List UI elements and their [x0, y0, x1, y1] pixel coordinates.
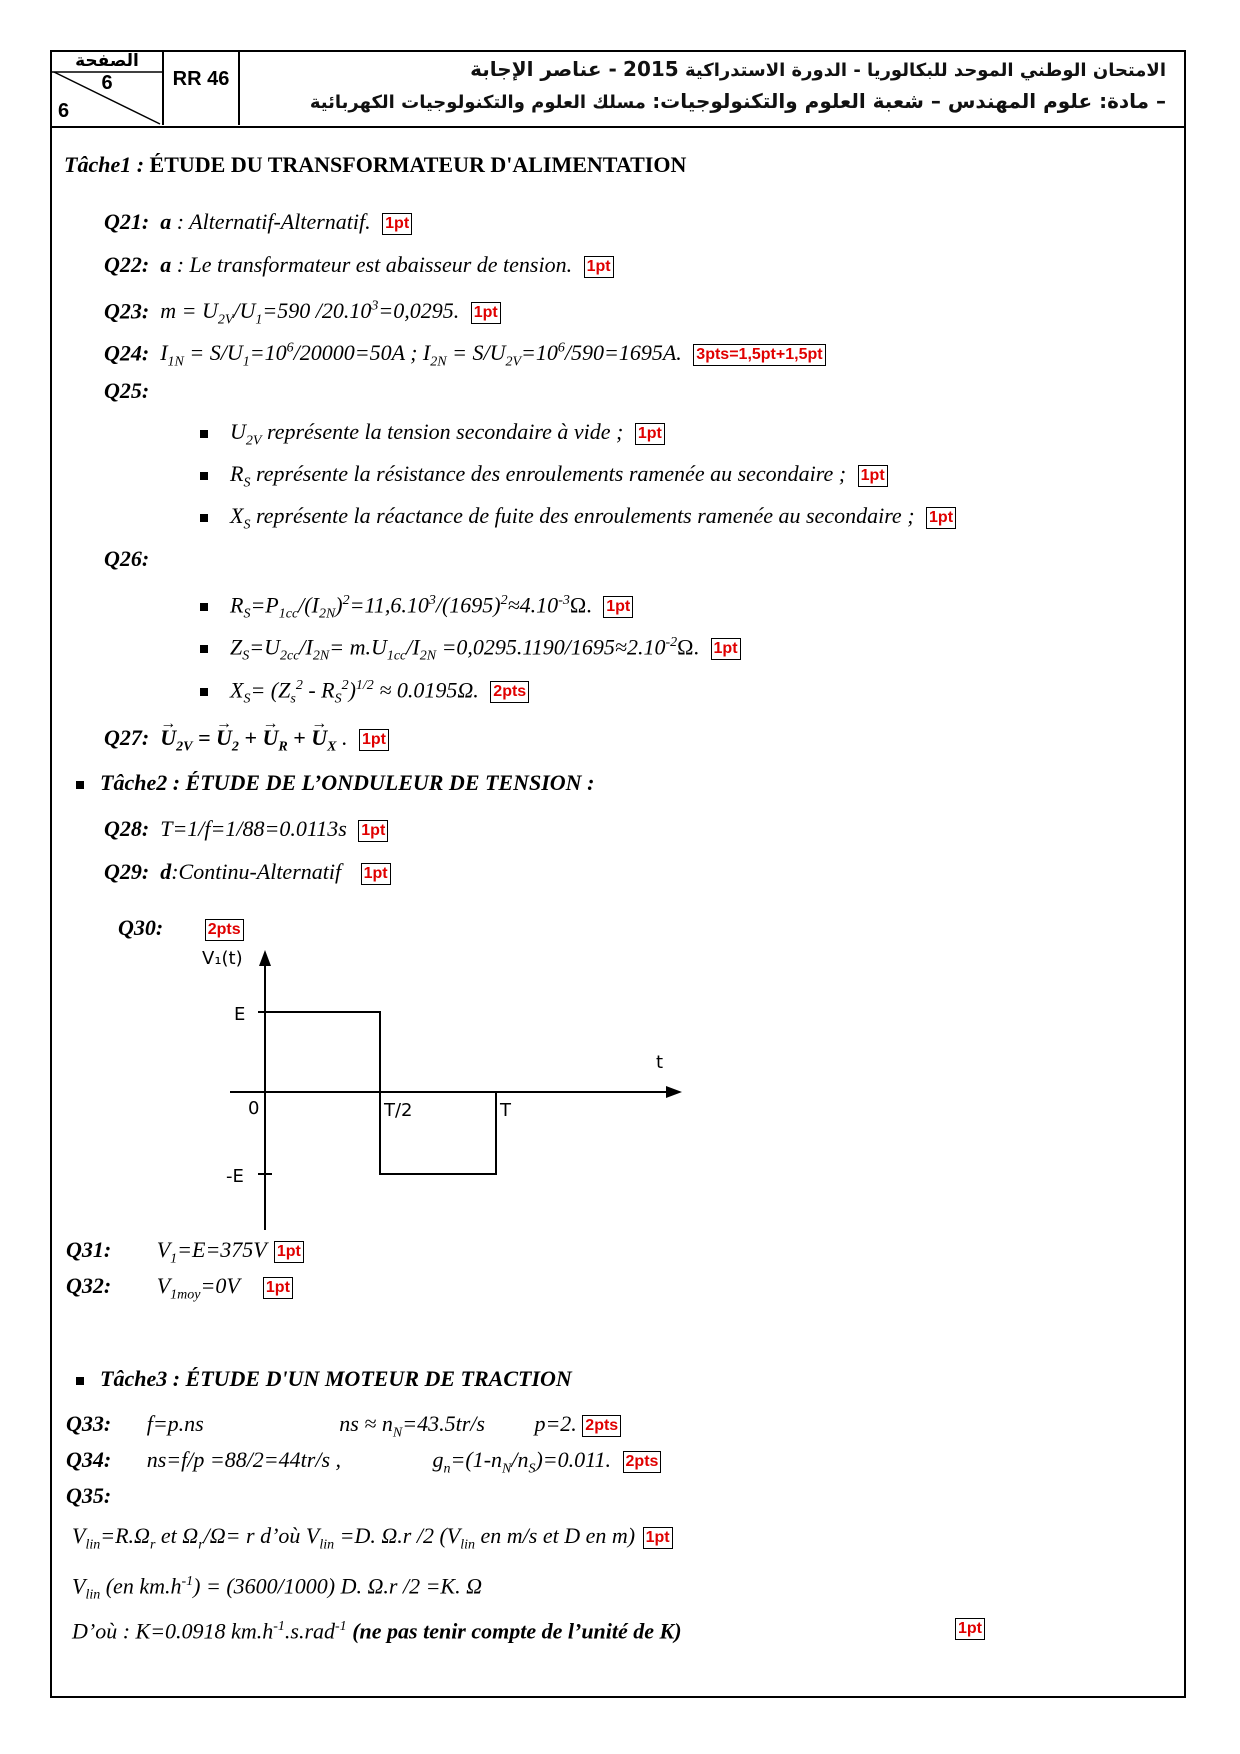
q25-label-row — [104, 377, 149, 405]
q26-xs-points: 2pts — [490, 681, 529, 703]
q21-row — [104, 208, 412, 236]
q31-answer: $V_1=E=375V$ — [156, 1237, 267, 1267]
q30-points: 2pts — [205, 919, 244, 941]
q24-answer: $I_{1N} = S/U_1=10^6/20000=50A$ ; $I_{2N} = S/U_{2V}=10^6/590=1695A$. — [160, 340, 682, 370]
q29-answer: :Continu-Alternatif — [171, 859, 342, 884]
q35-label: Q35: — [66, 1483, 112, 1508]
q35-line-3: D’où : K=0.0918 $km.h^{-1}.s.rad^{-1}$ (ne pas tenir compte de l’unité de K) — [72, 1618, 682, 1644]
q25-label: Q25: — [104, 378, 150, 403]
q29-letter: d — [160, 859, 172, 884]
q33-poles: p=2. — [534, 1411, 577, 1436]
q25-item: $U_{2V}$ représente la tension secondaire à vide ; 1pt — [200, 418, 665, 455]
q35-line-2: $V_{lin}$ (en $km.h^{-1}) = (3600/1000)$ D. Ω.r /2 =K. Ω — [72, 1573, 482, 1603]
q26-label: Q26: — [104, 546, 150, 571]
q31-label: Q31: — [66, 1237, 112, 1262]
q26-rs-points: 1pt — [603, 596, 633, 618]
task1-heading — [64, 152, 686, 178]
q33-ns: ns ≈ $n_N=43.5tr/s$ — [339, 1411, 485, 1441]
q27-vector-equation: → $U_{2V}$ = → $U_2$ + → $U_R$ + → $U_X$ . — [160, 725, 347, 750]
q28-row — [104, 815, 388, 843]
q33-label: Q33: — [66, 1411, 112, 1436]
q22-points: 1pt — [584, 256, 614, 278]
graph-label-period: T — [500, 1100, 511, 1121]
q21-letter: a — [160, 209, 172, 234]
task3-label: Tâche3 : — [100, 1366, 181, 1391]
q25-item-points: 1pt — [926, 507, 956, 529]
title-line-2 — [242, 86, 1166, 118]
bullet-icon — [200, 514, 208, 522]
title-line-1 — [242, 54, 1166, 86]
exam-title — [242, 52, 1184, 125]
graph-label-e: E — [234, 1004, 246, 1025]
exam-code: RR 46 — [164, 52, 240, 125]
page-total: 6 — [58, 100, 70, 122]
q25-item-points: 1pt — [858, 465, 888, 487]
q26-xs-row: $X_S= (Z_s^2 - R_S^2)^{1/2} \approx 0.0195\Omega$. 2pts — [200, 672, 529, 714]
bullet-icon — [200, 472, 208, 480]
task2-label: Tâche2 : — [100, 770, 181, 795]
title-answer-elements: - عناصر الإجابة — [470, 57, 617, 81]
task1-title: ÉTUDE DU TRANSFORMATEUR D'ALIMENTATION — [149, 152, 687, 177]
q28-answer: T=1/f=1/88=0.0113s — [160, 816, 347, 841]
title-session: الامتحان الوطني الموحد للبكالوريا - الدورة الاستدراكية — [685, 60, 1166, 81]
q34-ns: ns=f/p =88/2=44tr/s , — [146, 1447, 342, 1472]
q35-line-1-points: 1pt — [643, 1527, 673, 1549]
q23-points: 1pt — [471, 302, 501, 324]
bullet-icon — [200, 430, 208, 438]
q25-item: $X_S$ représente la réactance de fuite des enroulements ramenée au secondaire ; 1pt — [200, 502, 956, 539]
bullet-icon — [76, 781, 84, 789]
bullet-icon — [200, 688, 208, 696]
q34-label: Q34: — [66, 1447, 112, 1472]
q35-label-row — [66, 1482, 111, 1510]
q24-row — [104, 335, 826, 377]
q26-zs-row: $Z_S=U_{2cc}/I_{2N}= m.U_{1cc}/I_{2N} =0,0295.1190/1695\approx 2.10^{-2}\Omega$. 1pt — [200, 629, 741, 671]
q25-item: $R_S$ représente la résistance des enroulements ramenée au secondaire ; 1pt — [200, 460, 888, 497]
q32-points: 1pt — [263, 1277, 293, 1299]
q22-letter: a — [160, 252, 172, 277]
q29-row — [104, 858, 391, 886]
q28-label: Q28: — [104, 816, 150, 841]
q24-points: 3pts=1,5pt+1,5pt — [693, 344, 825, 366]
page-label: الصفحة — [75, 51, 139, 71]
q33-points: 2pts — [582, 1415, 621, 1437]
q33-row — [66, 1410, 621, 1447]
page-number: 6 — [101, 72, 113, 94]
q29-points: 1pt — [361, 863, 391, 885]
title-track: مسلك العلوم والتكنولوجيات الكهربائية — [309, 92, 646, 113]
q21-label: Q21: — [104, 209, 150, 234]
graph-x-axis-label: t — [656, 1052, 664, 1073]
q23-answer: $m = U_{2V}/U_1=590$ $/20.10^3=0,0295$. — [160, 298, 460, 328]
q24-label: Q24: — [104, 340, 150, 366]
graph-label-minus-e: -E — [226, 1166, 244, 1187]
q34-points: 2pts — [623, 1451, 662, 1473]
title-subject: – مادة: علوم المهندس – شعبة العلوم والتكنولوجيات: — [652, 89, 1166, 113]
q26-rs-row: $R_S=P_{1cc}/(I_{2N})^2=11,6.10^3/(1695)^2\approx 4.10^{-3}\Omega$. 1pt — [200, 587, 633, 629]
q29-label: Q29: — [104, 859, 150, 884]
q23-label: Q23: — [104, 298, 150, 324]
q32-row — [66, 1272, 293, 1309]
graph-origin-label: 0 — [248, 1098, 260, 1119]
q22-answer: : Le transformateur est abaisseur de tension. — [176, 252, 573, 277]
q35-line-1: $V_{lin}=R.\Omega_r$ et $\Omega_r/\Omega= r$ d’où $V_{lin} =D$. Ω.r /2 ($V_{lin}$ en m/s et D en m) 1pt — [72, 1522, 673, 1559]
q34-slip: $g_n=(1-n_N/n_S)=0.011$. — [432, 1447, 612, 1477]
graph-x-arrow-icon — [666, 1086, 682, 1098]
exam-header — [50, 50, 1186, 128]
q26-zs-points: 1pt — [711, 638, 741, 660]
q32-label: Q32: — [66, 1273, 112, 1298]
q33-formula: f=p.ns — [146, 1411, 204, 1436]
q30-label: Q30: — [118, 915, 164, 940]
task3-heading — [76, 1366, 572, 1392]
q34-row — [66, 1446, 661, 1483]
bullet-icon — [200, 603, 208, 611]
q27-points: 1pt — [359, 729, 389, 751]
task2-heading — [76, 770, 594, 796]
q31-row — [66, 1236, 304, 1273]
title-year: 2015 — [623, 57, 679, 81]
q35-line-3-points: 1pt — [955, 1618, 985, 1640]
graph-label-half-period: T/2 — [384, 1100, 413, 1121]
task3-title: ÉTUDE D'UN MOTEUR DE TRACTION — [185, 1366, 572, 1391]
q25-item-points: 1pt — [635, 423, 665, 445]
q22-row — [104, 251, 614, 279]
q35-line-3-points-wrap — [955, 1613, 985, 1641]
q22-label: Q22: — [104, 252, 150, 277]
q31-points: 1pt — [274, 1241, 304, 1263]
q26-label-row — [104, 545, 149, 573]
q27-row — [104, 724, 389, 761]
bullet-icon — [76, 1377, 84, 1385]
q32-answer: $V_{1moy}=0V$ — [156, 1273, 240, 1303]
q21-answer: : Alternatif-Alternatif. — [176, 209, 371, 234]
bullet-icon — [200, 645, 208, 653]
task2-title: ÉTUDE DE L’ONDULEUR DE TENSION : — [185, 770, 595, 795]
graph-y-arrow-icon — [259, 950, 271, 966]
graph-y-axis-label: V₁(t) — [202, 948, 243, 969]
page-number-box — [52, 52, 164, 125]
task1-label: Tâche1 : — [64, 152, 145, 177]
square-wave-graph — [180, 940, 700, 1240]
q28-points: 1pt — [358, 820, 388, 842]
q21-points: 1pt — [382, 213, 412, 235]
q30-row — [118, 914, 244, 942]
q23-row — [104, 293, 501, 335]
q27-label: Q27: — [104, 725, 150, 750]
